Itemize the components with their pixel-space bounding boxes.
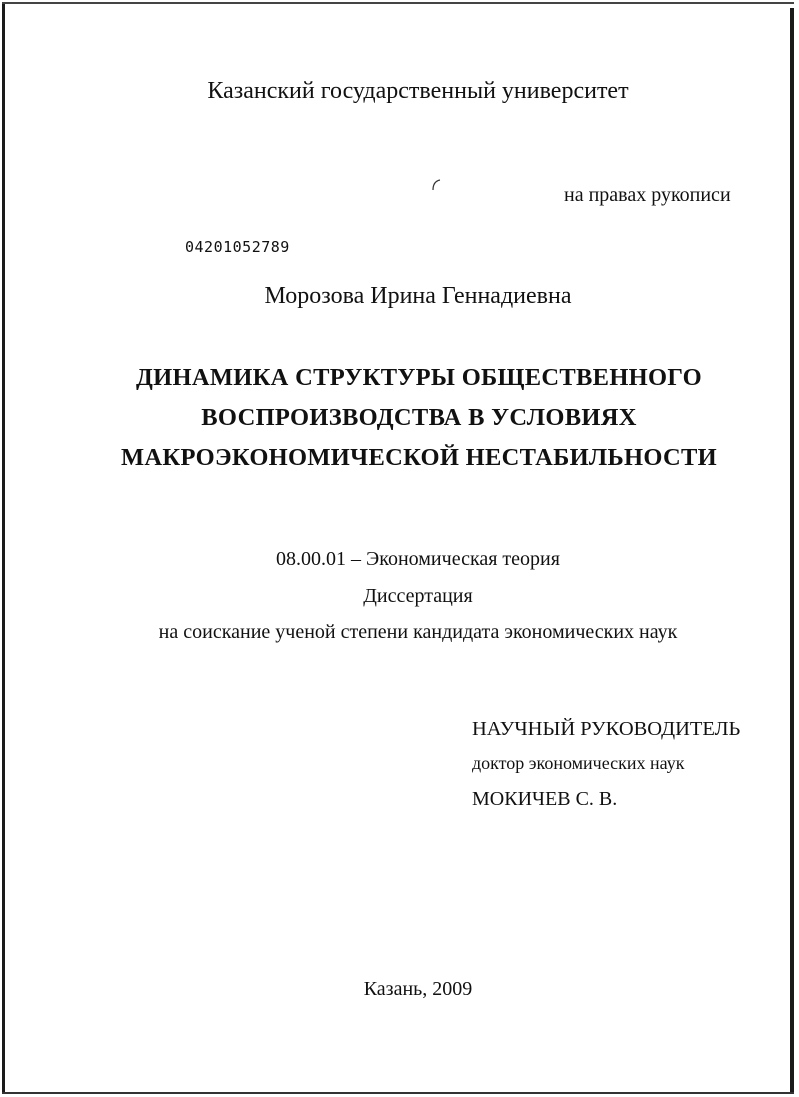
catalog-number: 04201052789 — [185, 238, 290, 256]
dissertation-title-line-1: ДИНАМИКА СТРУКТУРЫ ОБЩЕСТВЕННОГО — [135, 364, 703, 391]
work-type: Диссертация — [363, 585, 473, 607]
dissertation-title-line-3: МАКРОЭКОНОМИЧЕСКОЙ НЕСТАБИЛЬНОСТИ — [120, 444, 717, 471]
city-year: Казань, 2009 — [363, 978, 473, 1000]
dissertation-title-line-2: ВОСПРОИЗВОДСТВА В УСЛОВИЯХ — [201, 404, 637, 431]
author-name: Морозова Ирина Геннадиевна — [264, 283, 572, 309]
university-name: Казанский государственный университет — [207, 78, 629, 104]
scan-frame-top — [2, 2, 794, 4]
degree-statement: на соискание ученой степени кандидата экономических наук — [158, 621, 678, 643]
supervisor-title: НАУЧНЫЙ РУКОВОДИТЕЛЬ — [472, 718, 741, 740]
specialty-code: 08.00.01 – Экономическая теория — [276, 548, 560, 570]
scan-frame-bottom — [2, 1092, 794, 1094]
supervisor-name: МОКИЧЕВ С. В. — [472, 788, 618, 810]
supervisor-degree: доктор экономических наук — [472, 753, 685, 773]
pen-mark-icon — [430, 178, 442, 192]
manuscript-note: на правах рукописи — [564, 184, 731, 206]
